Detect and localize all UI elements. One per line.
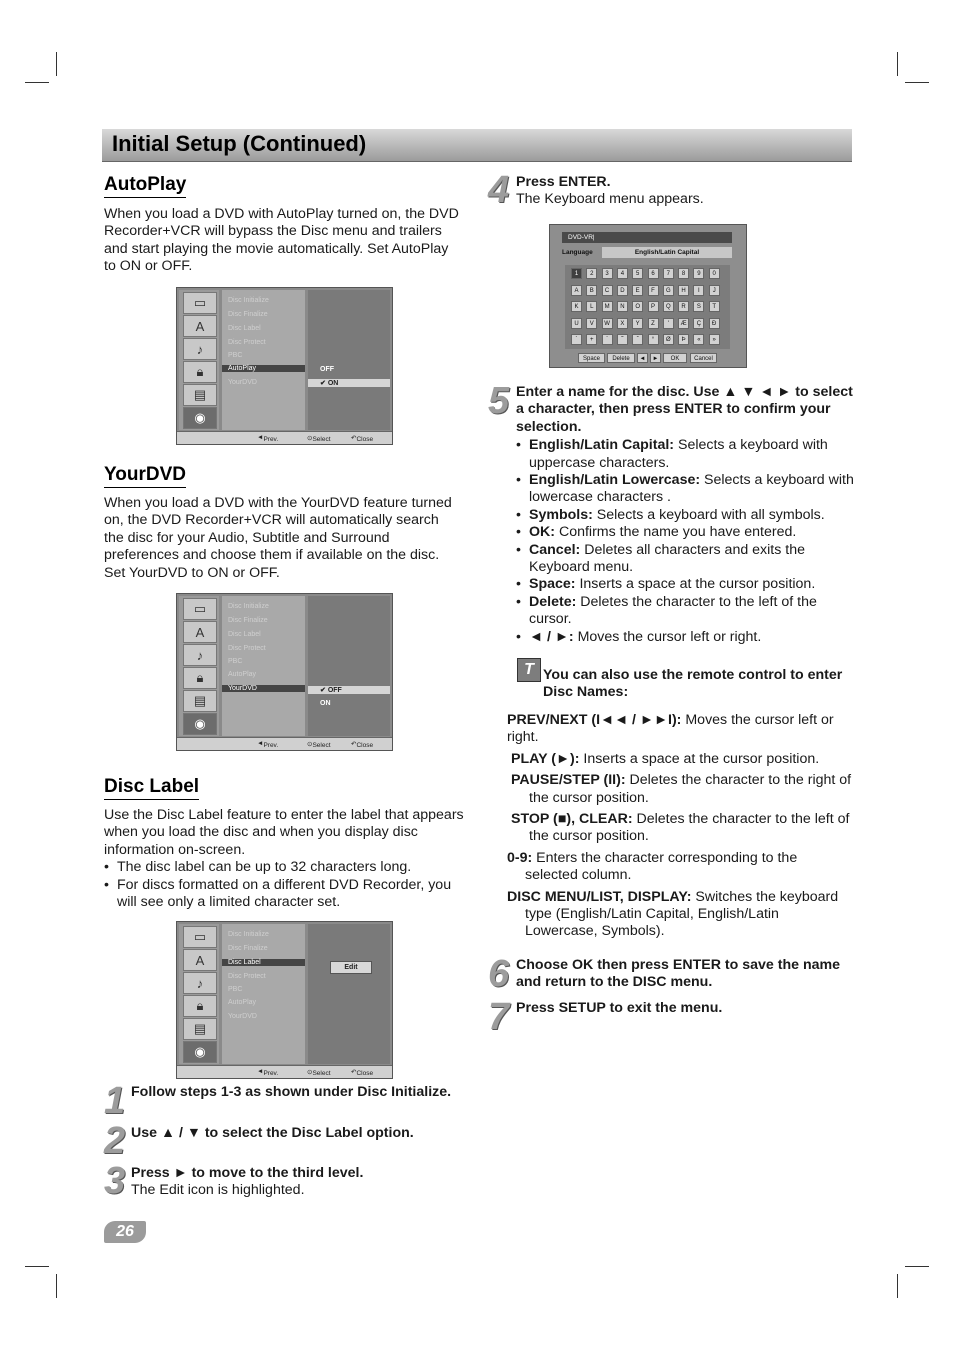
footer-close-label: Close (356, 742, 374, 749)
keyboard-key: « (693, 334, 704, 345)
menu-item: Disc Initialize (228, 931, 269, 938)
remote-item (507, 712, 852, 747)
step-text (516, 384, 854, 646)
list-item (516, 542, 854, 577)
step-bold: Press ENTER. (516, 174, 611, 190)
keyboard-key: W (602, 318, 613, 329)
step-number: 6 (488, 953, 510, 995)
keyboard-key: E (632, 285, 643, 296)
title-banner (102, 129, 852, 162)
footer-select-label: Select (312, 742, 331, 749)
menu-item-selected: Disc Label (222, 959, 305, 966)
keyboard-key: M (602, 301, 613, 312)
disclabel-heading: Disc Label (104, 776, 199, 800)
recording-icon: ▤ (183, 690, 217, 712)
keyboard-key: 6 (648, 268, 659, 279)
option-off: OFF (320, 366, 334, 373)
option-off (308, 686, 390, 694)
menu-options (308, 596, 390, 736)
menu-item: PBC (228, 658, 243, 665)
page-number: 26 (104, 1221, 146, 1243)
keyboard-key: B (586, 285, 597, 296)
keyboard-key: 1 (571, 268, 582, 279)
keyboard-key: G (663, 285, 674, 296)
term: Space: (529, 576, 576, 593)
term: STOP (■), CLEAR: (511, 811, 633, 828)
audio-icon: ♪ (183, 338, 217, 360)
step-text (516, 174, 852, 209)
step-detail: The Keyboard menu appears. (516, 191, 704, 208)
remote-item (507, 850, 852, 885)
autoplay-heading: AutoPlay (104, 174, 186, 198)
step-number: 5 (488, 380, 510, 422)
list-item (516, 629, 854, 646)
keyboard-key: R (678, 301, 689, 312)
footer-select-label: Select (312, 436, 331, 443)
menu-item: Disc Label (228, 325, 261, 332)
keyboard-key: Ø (663, 334, 674, 345)
desc: Inserts a space at the cursor position. (579, 750, 820, 767)
yourdvd-body (104, 495, 462, 582)
term: English/Latin Capital: (529, 437, 675, 454)
menu-item: Disc Protect (228, 973, 266, 980)
right-arrow-key: ► (650, 353, 661, 363)
edit-button: Edit (330, 961, 372, 974)
menu-item: Disc Protect (228, 339, 266, 346)
keyboard-key: C (602, 285, 613, 296)
term: ◄ / ►: (529, 628, 574, 645)
option-on: ON (320, 700, 331, 707)
desc: Switches the keyboard type (English/Latin Capital, English/Latin Lowercase, Symbols). (525, 888, 839, 940)
desc: Deletes the character to the left of the cursor. (529, 593, 817, 628)
footer-close: ↶ Close (351, 741, 374, 749)
keyboard-key: ˆ (632, 334, 643, 345)
list-item: • For discs formatted on a different DVD Recorder, you will see only a limited character set. (104, 877, 464, 912)
keyboard-key: 2 (586, 268, 597, 279)
desc: Confirms the name you have entered. (555, 524, 797, 541)
keyboard-key: Ð (709, 318, 720, 329)
footer-close-label: Close (356, 1070, 374, 1077)
autoplay-body (104, 206, 462, 276)
footer-close: ↶ Close (351, 435, 374, 443)
keyboard-key: L (586, 301, 597, 312)
menu-icon-column (179, 924, 219, 1064)
desc: Deletes the character to the left of the cursor position. (529, 811, 850, 845)
footer-prev-label: Prev. (263, 1070, 279, 1077)
remote-item (507, 889, 852, 941)
keyboard-key: Z (648, 318, 659, 329)
keyboard-key: D (617, 285, 628, 296)
list-item (516, 576, 854, 593)
keyboard-key: N (617, 301, 628, 312)
disclabel-text: Use the Disc Label feature to enter the label that appears when you load the disc and when you display disc information on-screen. (104, 807, 464, 858)
step-text (516, 1000, 854, 1017)
step-number: 2 (104, 1120, 126, 1162)
term: 0-9: (507, 849, 533, 866)
keyboard-key: Y (632, 318, 643, 329)
menu-item: Disc Finalize (228, 311, 268, 318)
menu-list (222, 290, 305, 430)
note-heading: You can also use the remote control to enter Disc Names: (543, 667, 843, 701)
footer-prev: ◄ Prev. (257, 434, 279, 443)
footer-select: ⊙ Select (307, 435, 331, 443)
footer-select: ⊙ Select (307, 1069, 331, 1077)
menu-item: AutoPlay (228, 671, 257, 678)
keyboard-key: A (571, 285, 582, 296)
keyboard-key: Æ (678, 318, 689, 329)
term: Symbols: (529, 506, 593, 523)
disclabel-bullets (104, 859, 464, 911)
list-item (516, 472, 854, 507)
menu-item: Disc Finalize (228, 617, 268, 624)
step-bold: Press SETUP to exit the menu. (516, 1000, 723, 1016)
disc-name-field: DVD-VR| (562, 232, 732, 243)
checkmark-icon: ✔ (320, 687, 328, 694)
language-label: Language (562, 249, 593, 256)
keyboard-key: ' (663, 318, 674, 329)
step-text (131, 1165, 471, 1200)
footer-prev-label: Prev. (263, 436, 279, 443)
keyboard-key: » (709, 334, 720, 345)
space-key: Space (578, 353, 605, 363)
keyboard-key: F (648, 285, 659, 296)
keyboard-key: + (586, 334, 597, 345)
crop-mark (897, 52, 898, 76)
desc: Selects a keyboard with all symbols. (592, 506, 825, 523)
keyboard-key: ° (648, 334, 659, 345)
yourdvd-text: When you load a DVD with the YourDVD feature turned on, the DVD Recorder+VCR will automatically search the disc for your Audio, Subtitle and Surround preferences and choose them if available on the disc. Set YourDVD to ON or OFF. (104, 495, 452, 581)
yourdvd-menu-screen (176, 593, 393, 751)
step-detail: The Edit icon is highlighted. (131, 1182, 305, 1199)
menu-icon-column (179, 596, 219, 736)
keyboard-key: V (586, 318, 597, 329)
option-on (308, 379, 390, 387)
term: English/Latin Lowercase: (529, 472, 701, 489)
step-bold: Choose OK then press ENTER to save the name and return to the DISC menu. (516, 957, 841, 991)
menu-item-selected: YourDVD (222, 685, 305, 692)
desc: Deletes all characters and exits the Keyboard menu. (529, 541, 805, 576)
step5-bullets (516, 437, 854, 646)
keyboard-key: 3 (602, 268, 613, 279)
keyboard-key: 5 (632, 268, 643, 279)
menu-item: YourDVD (228, 379, 257, 386)
checkmark-icon: ✔ (320, 380, 328, 387)
keyboard-key: ´ (571, 334, 582, 345)
step-text (516, 957, 854, 992)
lock-icon: 🔒︎ (183, 667, 217, 689)
step-number: 4 (488, 169, 510, 211)
footer-prev-label: Prev. (263, 742, 279, 749)
keyboard-key: 0 (709, 268, 720, 279)
left-arrow-key: ◄ (637, 353, 648, 363)
cancel-key: Cancel (690, 353, 717, 363)
crop-mark (56, 52, 57, 76)
footer-prev: ◄ Prev. (257, 740, 279, 749)
step-bold: Use ▲ / ▼ to select the Disc Label option. (131, 1125, 414, 1141)
keyboard-key: O (632, 301, 643, 312)
term: DISC MENU/LIST, DISPLAY: (507, 888, 692, 905)
term: Delete: (529, 593, 577, 610)
menu-options (308, 290, 390, 430)
autoplay-text: When you load a DVD with AutoPlay turned on, the DVD Recorder+VCR will bypass the Disc menu and trailers and start playing the movie automatically. Set AutoPlay to ON or OFF. (104, 206, 459, 275)
delete-key: Delete (607, 353, 635, 363)
step-bold: Follow steps 1-3 as shown under Disc Initialize. (131, 1084, 452, 1100)
autoplay-menu-screen (176, 287, 393, 445)
menu-options (308, 924, 390, 1064)
language-icon: A (183, 949, 217, 971)
remote-item (507, 811, 852, 846)
list-item: • The disc label can be up to 32 characters long. (104, 859, 464, 876)
audio-icon: ♪ (183, 644, 217, 666)
menu-item: Disc Initialize (228, 297, 269, 304)
menu-list (222, 596, 305, 736)
footer-select: ⊙ Select (307, 741, 331, 749)
footer-select-label: Select (312, 1070, 331, 1077)
keyboard-key: H (678, 285, 689, 296)
language-value: English/Latin Capital (602, 247, 732, 258)
menu-item: Disc Protect (228, 645, 266, 652)
ok-key: OK (663, 353, 687, 363)
step-number: 7 (488, 996, 510, 1038)
list-item (516, 524, 854, 541)
step-bold: Press ► to move to the third level. (131, 1165, 364, 1181)
recording-icon: ▤ (183, 1018, 217, 1040)
keyboard-key: I (693, 285, 704, 296)
keyboard-key: U (571, 318, 582, 329)
footer-close: ↶ Close (351, 1069, 374, 1077)
crop-mark (905, 82, 929, 83)
display-icon: ▭ (183, 598, 217, 620)
crop-mark (25, 82, 49, 83)
keyboard-key: ` (602, 334, 613, 345)
menu-footer (177, 1065, 392, 1078)
crop-mark (897, 1274, 898, 1298)
keyboard-key: Q (663, 301, 674, 312)
disc-icon: ◉ (183, 407, 217, 429)
term: PLAY (►): (511, 750, 580, 767)
keyboard-key: X (617, 318, 628, 329)
keyboard-menu-screen (549, 224, 747, 368)
keyboard-key: S (693, 301, 704, 312)
term: PAUSE/STEP (II): (511, 772, 626, 789)
display-icon: ▭ (183, 926, 217, 948)
crop-mark (56, 1274, 57, 1298)
list-item (516, 507, 854, 524)
desc: Selects a keyboard with lowercase characters . (529, 472, 854, 506)
remote-control-list (507, 712, 852, 945)
step-number: 1 (104, 1080, 126, 1122)
desc: Inserts a space at the cursor position. (575, 576, 816, 593)
menu-footer (177, 737, 392, 750)
crop-mark (905, 1266, 929, 1267)
step-text (131, 1125, 471, 1142)
list-item (516, 594, 854, 629)
term: OK: (529, 524, 556, 541)
term: Cancel: (529, 541, 581, 558)
keyboard-key: 4 (617, 268, 628, 279)
keyboard-grid (565, 265, 730, 349)
menu-item: PBC (228, 986, 243, 993)
desc: Selects a keyboard with uppercase characters. (529, 437, 828, 471)
keyboard-key: 7 (663, 268, 674, 279)
term: PREV/NEXT (I◄◄ / ►►I): (507, 712, 682, 728)
keyboard-key: ˜ (617, 334, 628, 345)
disc-icon: ◉ (183, 713, 217, 735)
step-number: 3 (104, 1160, 126, 1202)
menu-item: AutoPlay (228, 999, 257, 1006)
crop-mark (25, 1266, 49, 1267)
keyboard-key: Ç (693, 318, 704, 329)
display-icon: ▭ (183, 292, 217, 314)
keyboard-key: K (571, 301, 582, 312)
language-icon: A (183, 315, 217, 337)
menu-item: Disc Initialize (228, 603, 269, 610)
note-icon: T (517, 658, 541, 682)
menu-footer (177, 431, 392, 444)
disclabel-menu-screen (176, 921, 393, 1079)
disc-icon: ◉ (183, 1041, 217, 1063)
lock-icon: 🔒︎ (183, 361, 217, 383)
lock-icon: 🔒︎ (183, 995, 217, 1017)
menu-icon-column (179, 290, 219, 430)
recording-icon: ▤ (183, 384, 217, 406)
keyboard-key: P (648, 301, 659, 312)
keyboard-key: J (709, 285, 720, 296)
remote-item (507, 772, 852, 807)
desc: Deletes the character to the right of the cursor position. (529, 772, 852, 806)
menu-item-selected: AutoPlay (222, 365, 305, 372)
audio-icon: ♪ (183, 972, 217, 994)
menu-item: PBC (228, 352, 243, 359)
desc: Moves the cursor left or right. (573, 628, 762, 645)
desc: Moves the cursor left or right. (507, 712, 834, 746)
option-off-label: OFF (327, 687, 342, 694)
keyboard-key: Þ (678, 334, 689, 345)
yourdvd-heading: YourDVD (104, 464, 186, 488)
menu-item: Disc Label (228, 631, 261, 638)
keyboard-key: T (709, 301, 720, 312)
footer-close-label: Close (356, 436, 374, 443)
desc: Enters the character corresponding to the selected column. (525, 849, 798, 884)
option-on-label: ON (327, 380, 339, 387)
menu-item: Disc Finalize (228, 945, 268, 952)
keyboard-key: 8 (678, 268, 689, 279)
list-item (516, 437, 854, 472)
remote-item (507, 751, 852, 768)
footer-prev: ◄ Prev. (257, 1068, 279, 1077)
keyboard-key: 9 (693, 268, 704, 279)
step-text (131, 1084, 471, 1101)
menu-list (222, 924, 305, 1064)
menu-item: YourDVD (228, 1013, 257, 1020)
step-bold: Enter a name for the disc. Use ▲ ▼ ◄ ► to select a character, then press ENTER to confirm your selection. (516, 384, 853, 435)
page-title: Initial Setup (Continued) (112, 131, 367, 156)
disclabel-body (104, 807, 464, 911)
language-icon: A (183, 621, 217, 643)
